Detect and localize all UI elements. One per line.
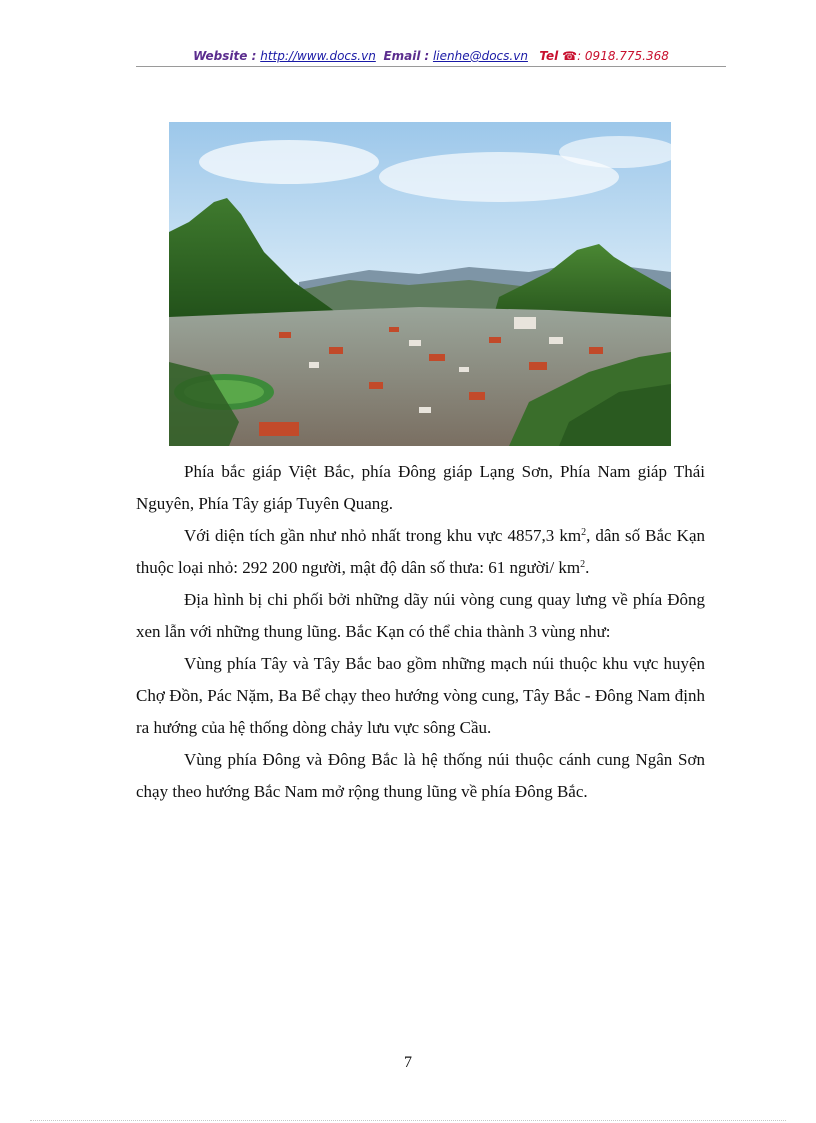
paragraph-terrain: Địa hình bị chi phối bởi những dãy núi vòng cung quay lưng về phía Đông xen lẫn với những thung lũng. Bắc Kạn có thể chia thành 3 vùng như: [136,590,705,641]
population-text: , dân số Bắc Kạn thuộc loại nhỏ: 292 200 người, mật độ dân số thưa: 61 người/ km [136,526,705,577]
tel-label: Tel [539,49,559,63]
paragraph-borders: Phía bắc giáp Việt Bắc, phía Đông giáp Lạng Sơn, Phía Nam giáp Thái Nguyên, Phía Tây giáp Tuyên Quang. [136,462,705,513]
website-link[interactable]: http://www.docs.vn [260,49,376,63]
area-text: Với diện tích gần như nhỏ nhất trong khu vực 4857,3 km [184,526,582,545]
superscript-density: 2 [580,559,586,570]
website-label: Website : [193,49,257,63]
tel-number: : 0918.775.368 [577,49,669,63]
header-divider [136,66,726,67]
page-header [136,46,726,66]
superscript-area: 2 [581,527,587,538]
landscape-photo [169,122,671,446]
paragraph-end: . [585,558,590,577]
paragraph-area-population [136,520,705,584]
page-number: 7 [404,1054,412,1071]
paragraph-west-northwest: Vùng phía Tây và Tây Bắc bao gồm những mạch núi thuộc khu vực huyện Chợ Đồn, Pác Nặm, Ba Bể chạy theo hướng vòng cung, Tây Bắc - Đông Nam định ra hướng của hệ thống dòng chảy lưu vực sông Cầu. [136,654,705,737]
body-text [136,456,705,808]
paragraph-east-northeast: Vùng phía Đông và Đông Bắc là hệ thống núi thuộc cánh cung Ngân Sơn chạy theo hướng Bắc Nam mở rộng thung lũng về phía Đông Bắc. [136,750,705,801]
email-label: Email [383,49,421,63]
footer-divider [30,1120,786,1121]
landscape-illustration [169,122,671,446]
email-separator: : [424,49,430,63]
email-link[interactable]: lienhe@docs.vn [432,49,528,63]
phone-icon: ☎ [562,49,578,63]
